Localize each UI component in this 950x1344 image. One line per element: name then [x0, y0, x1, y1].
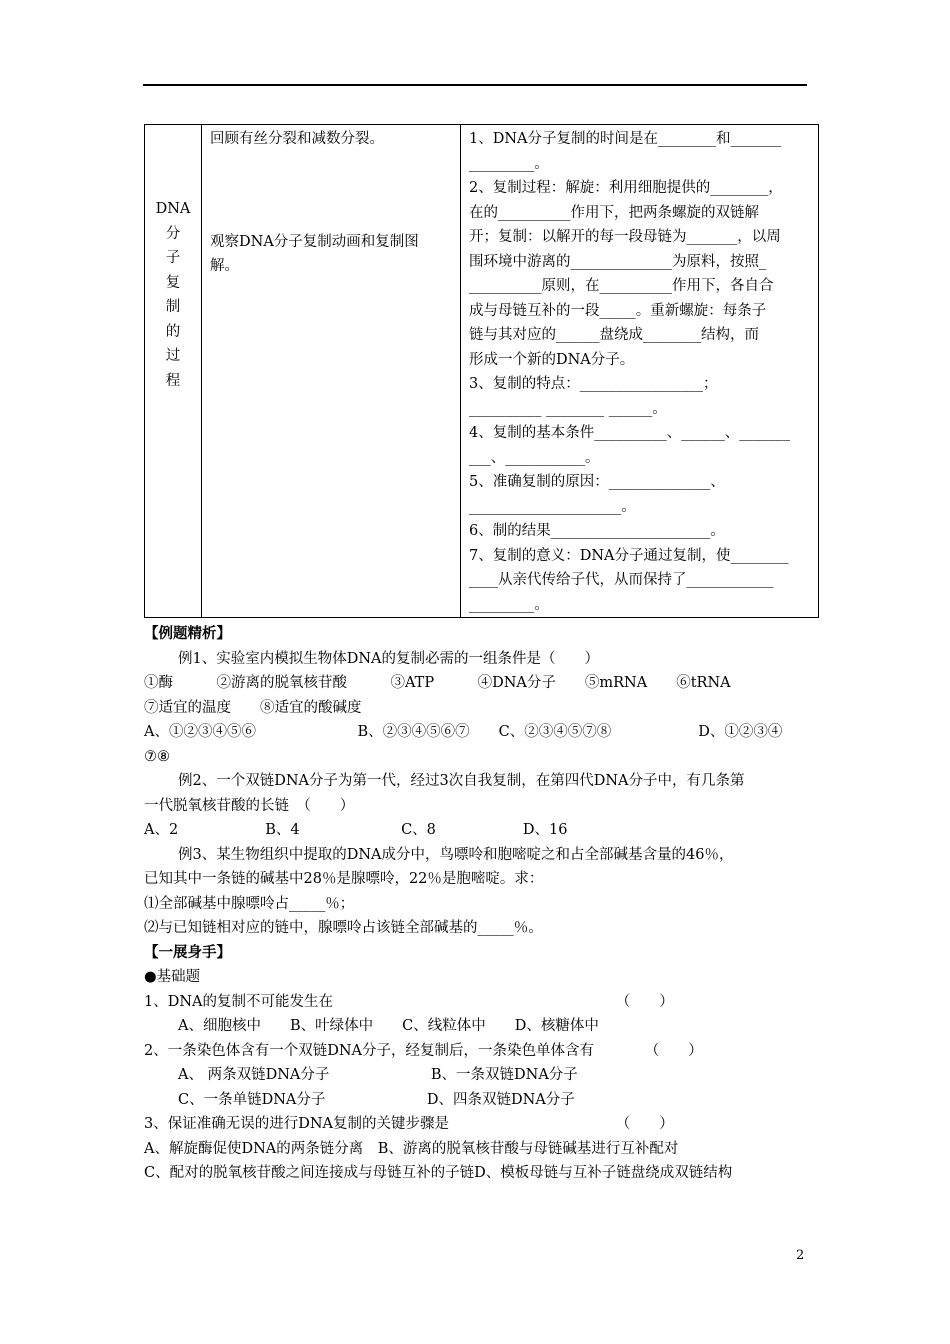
question-line: 3、复制的特点：_________________； — [469, 376, 718, 392]
question-line: _____________________。 — [469, 498, 636, 515]
question-line: 7、复制的意义：DNA分子通过复制，使________ — [469, 547, 789, 564]
questions-cell — [461, 125, 819, 618]
example-1-items: ①酶 ②游离的脱氧核苷酸 ③ATP ④DNA分子 ⑤mRNA ⑥tRNA — [144, 675, 731, 691]
activity-observe-cont: 解。 — [210, 258, 239, 274]
label-char: 制 — [165, 299, 181, 315]
example-1-question: 例1、实验室内模拟生物体DNA的复制必需的一组条件是（ ） — [178, 650, 600, 667]
body-text — [144, 622, 812, 1186]
example-3-sub-2: ⑵与已知链相对应的链中，腺嘌呤占该链全部碱基的_____％。 — [144, 920, 543, 936]
question-line: 围环境中游离的______________为原料，按照_ — [469, 253, 767, 270]
practice-q3-options-ab: A、解旋酶促使DNA的两条链分离 B、游离的脱氧核苷酸与母链碱基进行互补配对 — [144, 1140, 679, 1157]
label-char: 的 — [165, 323, 181, 340]
activity-observe: 观察DNA分子复制动画和复制图 — [210, 233, 419, 250]
question-line: _________。 — [469, 596, 549, 613]
example-2-question-cont: 一代脱氧核苷酸的长链 （ ） — [144, 797, 355, 814]
example-1-options: A、①②③④⑤⑥ B、②③④⑤⑥⑦ C、②③④⑤⑦⑧ D、①②③④ — [144, 724, 783, 740]
example-3-sub-1: ⑴全部碱基中腺嘌呤占_____％； — [144, 895, 355, 912]
question-line: 6、制的结果______________________。 — [469, 523, 725, 539]
practice-q3: 3、保证准确无误的进行DNA复制的关键步骤是 （ ） — [144, 1116, 674, 1132]
question-line: 2、复制过程：解旋：利用细胞提供的________， — [469, 180, 783, 196]
question-line: 链与其对应的______盘绕成________结构，而 — [469, 327, 759, 343]
label-char: DNA — [155, 201, 191, 217]
question-line: 开；复制：以解开的每一段母链为_______，以周 — [469, 229, 781, 245]
example-3-question: 例3、某生物组织中提取的DNA成分中，鸟嘌呤和胞嘧啶之和占全部碱基含量的46％， — [178, 846, 734, 863]
label-char: 分 — [165, 225, 181, 242]
practice-q1: 1、DNA的复制不可能发生在 （ ） — [144, 993, 674, 1010]
practice-q2-options-ab: A、 两条双链DNA分子 B、一条双链DNA分子 — [178, 1067, 578, 1083]
practice-q2: 2、一条染色体含有一个双链DNA分子，经复制后，一条染色单体含有 （ ） — [144, 1042, 703, 1059]
question-line: __________原则，在__________作用下，各自合 — [469, 278, 774, 294]
question-line: 成与母链互补的一段_____。重新螺旋：每条子 — [469, 302, 767, 319]
question-line: 4、复制的基本条件__________、______、_______ — [469, 425, 790, 441]
activity-review: 回顾有丝分裂和减数分裂。 — [210, 131, 384, 147]
example-1-items-cont: ⑦适宜的温度 ⑧适宜的酸碱度 — [144, 699, 362, 716]
question-line: ____从亲代传给子代，从而保持了____________ — [469, 572, 774, 588]
examples-heading: 【例题精析】 — [144, 625, 231, 642]
question-line: 在的__________作用下，把两条螺旋的双链解 — [469, 204, 759, 221]
section-label — [145, 125, 201, 393]
practice-q2-options-cd: C、一条单链DNA分子 D、四条双链DNA分子 — [178, 1091, 575, 1108]
question-line: _________。 — [469, 155, 549, 172]
question-line: __________ ________ ______。 — [469, 400, 667, 417]
example-2-options: A、2 B、4 C、8 D、16 — [144, 822, 568, 838]
example-3-question-cont: 已知其中一条链的碱基中28％是腺嘌呤，22％是胞嘧啶。求： — [144, 871, 544, 887]
label-char: 复 — [165, 274, 181, 291]
label-char: 子 — [165, 250, 181, 266]
example-2-question: 例2、一个双链DNA分子为第一代，经过3次自我复制，在第四代DNA分子中，有几条第 — [178, 773, 745, 789]
question-line: 1、DNA分子复制的时间是在________和_______ — [469, 131, 782, 147]
question-line: 5、准确复制的原因：______________、 — [469, 474, 725, 490]
activity-cell — [202, 125, 461, 618]
content-table — [144, 124, 819, 618]
question-line: ___、___________。 — [469, 449, 600, 466]
example-1-options-cont: ⑦⑧ — [144, 748, 170, 765]
label-char: 程 — [165, 372, 181, 389]
practice-q3-options-cd: C、配对的脱氧核苷酸之间连接成与母链互补的子链D、模板母链与互补子链盘绕成双链结构 — [144, 1165, 733, 1181]
basic-label: ●基础题 — [144, 969, 201, 985]
page-number: 2 — [796, 1248, 805, 1263]
section-label-cell — [145, 125, 202, 618]
practice-heading: 【一展身手】 — [144, 943, 231, 961]
question-line: 形成一个新的DNA分子。 — [469, 351, 635, 368]
label-char: 过 — [165, 348, 181, 364]
header-rule — [143, 84, 807, 86]
practice-q1-options: A、细胞核中 B、叶绿体中 C、线粒体中 D、核糖体中 — [178, 1018, 599, 1034]
